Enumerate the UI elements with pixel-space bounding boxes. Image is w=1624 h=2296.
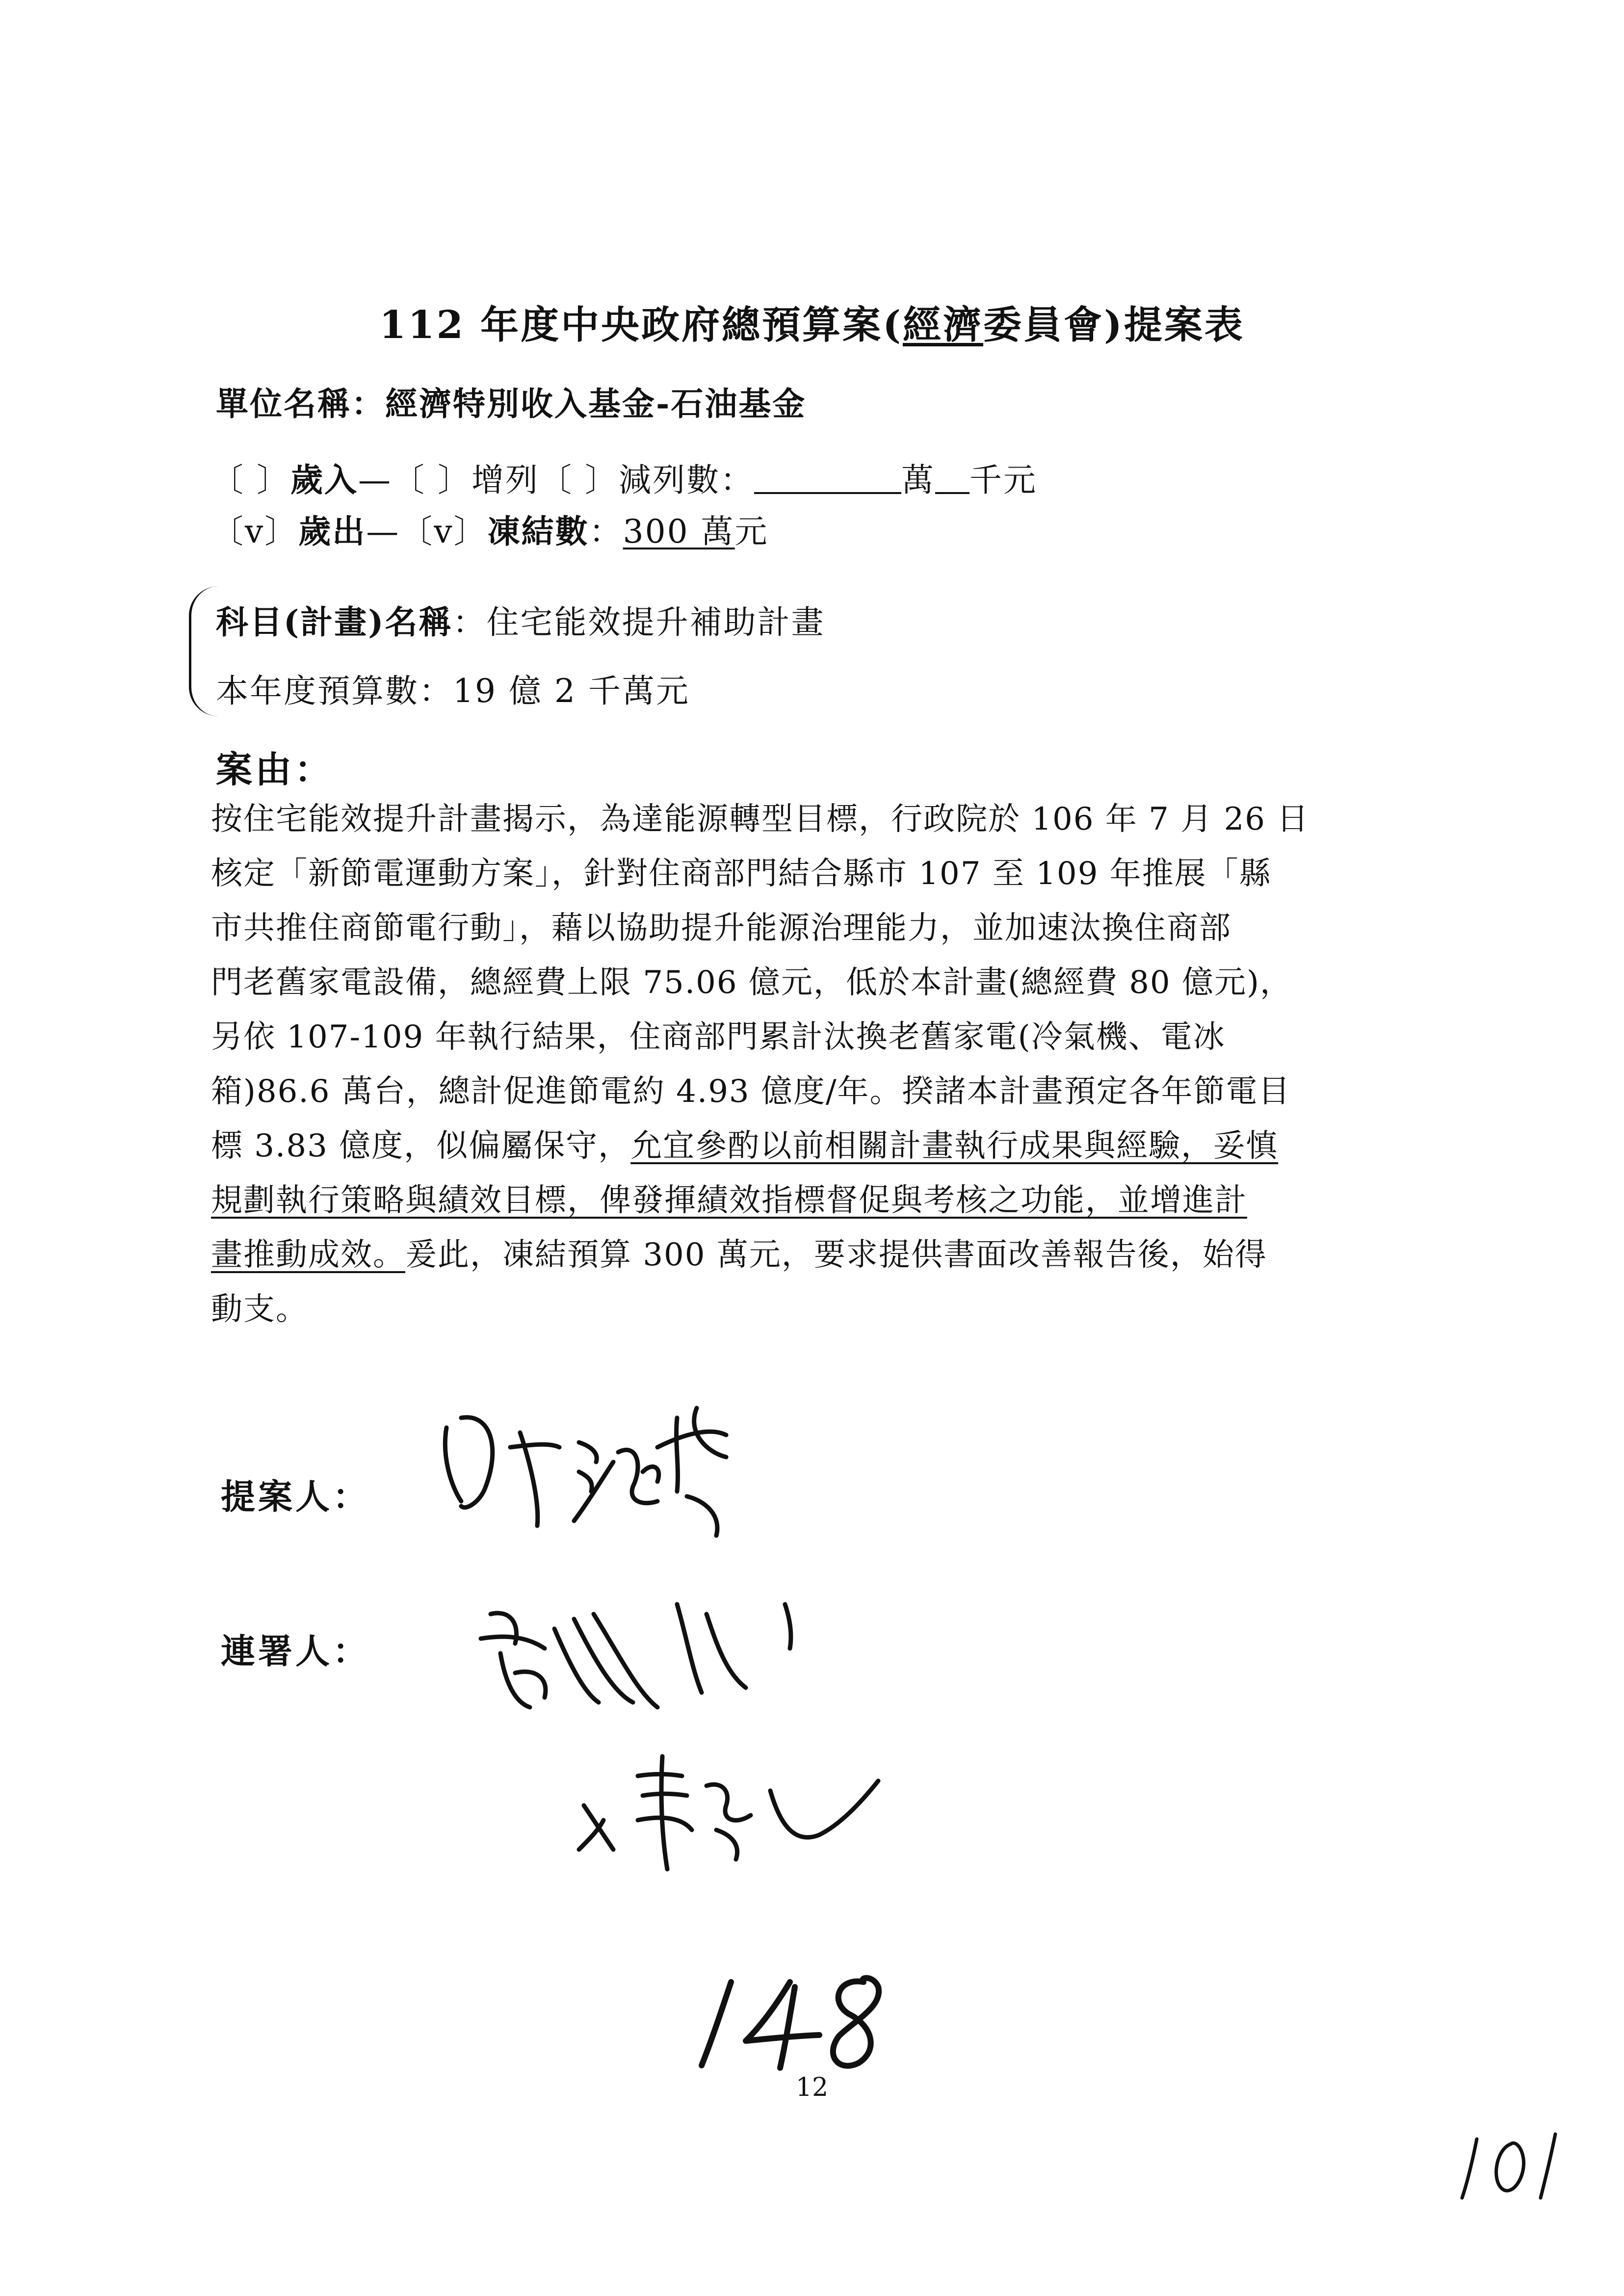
paragraph-line: 門老舊家電設備，總經費上限 75.06 億元，低於本計畫(總經費 80 億元)， [211,965,1292,1001]
subject-label: 科目(計畫)名稱 [216,603,453,641]
unit-name: 單位名稱：經濟特別收入基金-石油基金 [216,385,807,423]
case-paragraph [211,792,1447,1337]
freeze-checkbox: 〔v〕 [400,513,488,550]
paragraph-line: 箱)86.6 萬台，總計促進節電約 4.93 億度/年。揆諸本計畫預定各年節電目 [211,1073,1291,1110]
underlined-text: 允宜參酌以前相關計畫執行成果與經驗，妥慎 [630,1128,1279,1164]
paragraph-line: 畫推動成效。爰此，凍結預算 300 萬元，要求提供書面改善報告後，始得 [211,1237,1267,1273]
expense-checkbox: 〔v〕 [211,513,299,550]
freeze-amount: 300 萬 [623,513,735,550]
budget-line: 本年度預算數：19 億 2 千萬元 [216,672,690,710]
paragraph-line: 另依 107-109 年執行結果，住商部門累計汰換老舊家電(冷氣機、電冰 [211,1019,1226,1055]
case-heading: 案由： [216,749,334,791]
handwritten-number-148-icon [677,1967,913,2075]
paragraph-line: 動支。 [211,1291,308,1328]
paragraph-line: 規劃執行策略與績效目標，俾發揮績效指標督促與考核之功能，並增進計 [211,1182,1247,1219]
revenue-label: 歲入 [290,461,358,499]
proposer-label: 提案人： [221,1476,370,1517]
decrease-checkbox: 〔 〕 [539,461,619,499]
increase-checkbox: 〔 〕 [392,461,471,499]
cosigner-label: 連署人： [221,1631,370,1671]
revenue-checkbox: 〔 〕 [211,461,290,499]
paragraph-line: 標 3.83 億度，似偏屬保守，允宜參酌以前相關計畫執行成果與經驗，妥慎 [211,1128,1279,1164]
subject-brace [189,586,218,716]
freeze-label: 凍結數 [487,512,589,550]
revenue-line: 〔 〕歲入—〔 〕增列〔 〕減列數： 萬 千元 [211,461,1037,499]
decrease-amount-blank [754,463,901,494]
handwritten-number-101-icon [1452,2124,1570,2208]
paragraph-line: 市共推住商節電行動」，藉以協助提升能源治理能力，並加速汰換住商部 [211,910,1231,946]
expense-label: 歲出 [298,512,367,550]
subject-value: ：住宅能效提升補助計畫 [452,603,825,641]
signature-cosigner-2-icon [564,1737,908,1884]
underlined-text: 畫推動成效。 [211,1237,405,1273]
document-title: 112 年度中央政府總預算案(經濟委員會)提案表 [379,303,1245,347]
expense-line: 〔v〕歲出—〔v〕凍結數：300 萬元 [211,512,769,550]
paragraph-line: 核定「新節電運動方案」，針對住商部門結合縣市 107 至 109 年推展「縣 [211,856,1272,892]
signature-cosigner-1-icon [471,1585,844,1742]
subject-line [216,596,825,643]
decrease-thousand-blank [935,463,969,494]
signature-proposer-icon [432,1388,775,1575]
paragraph-line: 按住宅能效提升計畫揭示，為達能源轉型目標，行政院於 106 年 7 月 26 日 [211,801,1310,837]
committee-name: 經濟 [902,303,983,347]
page-number: 12 [795,2073,829,2102]
